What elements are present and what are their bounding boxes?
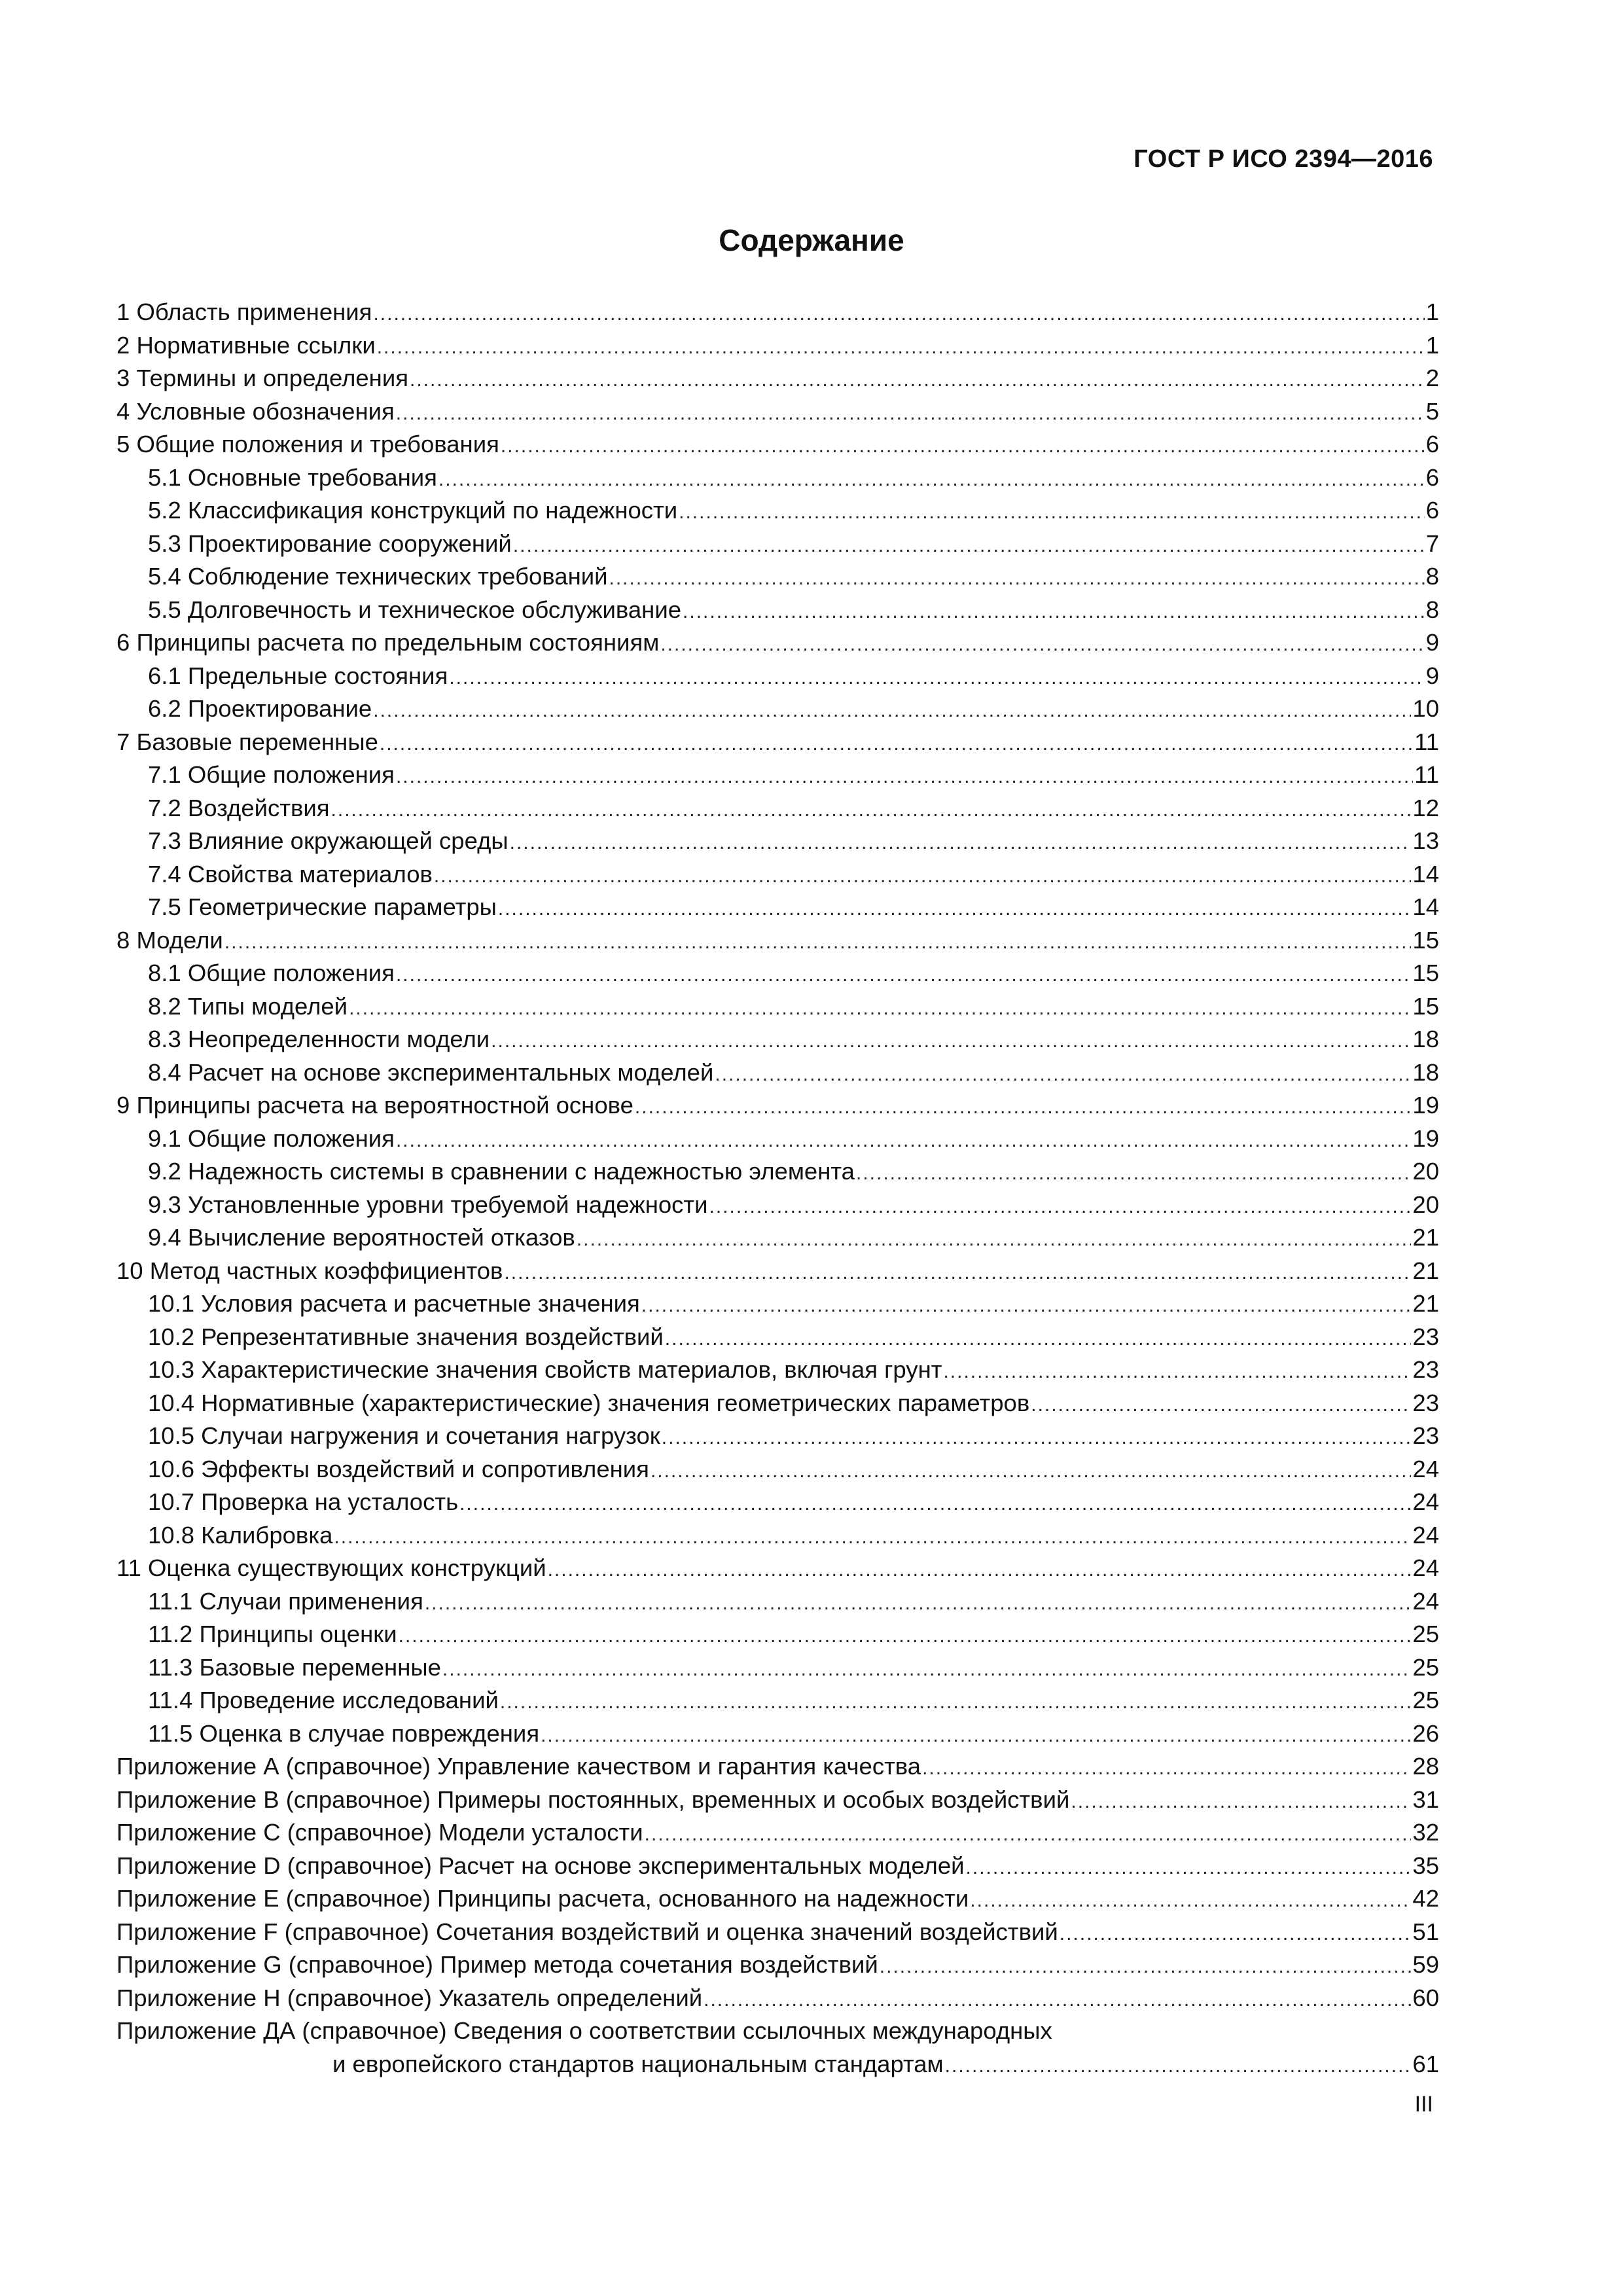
- toc-dot-leader: [501, 430, 1425, 463]
- toc-entry[interactable]: [116, 692, 1439, 726]
- toc-entry[interactable]: [116, 759, 1439, 792]
- toc-dot-leader: [396, 397, 1425, 431]
- toc-entry-page: 24: [1412, 1455, 1439, 1482]
- toc-dot-leader: [945, 2050, 1412, 2083]
- toc-dot-leader: [577, 1223, 1412, 1257]
- toc-dot-leader: [635, 1091, 1411, 1124]
- toc-entry[interactable]: [116, 957, 1439, 990]
- toc-entry-title: Приложение А (справочное) Управление качеством и гарантия качества: [116, 1753, 921, 1780]
- toc-entry[interactable]: [116, 1850, 1439, 1883]
- toc-dot-leader: [665, 1323, 1412, 1356]
- toc-entry[interactable]: [116, 990, 1439, 1024]
- toc-entry-page: 9: [1425, 662, 1439, 689]
- toc-entry-page: 25: [1412, 1687, 1439, 1713]
- toc-entry-title: 7.1 Общие положения: [148, 761, 395, 788]
- toc-entry-page: 18: [1412, 1026, 1439, 1052]
- toc-dot-leader: [922, 1752, 1411, 1785]
- toc-entry[interactable]: [116, 726, 1439, 759]
- toc-dot-leader: [548, 1554, 1412, 1587]
- toc-entry-title: Приложение Е (справочное) Принципы расчета, основанного на надежности: [116, 1885, 969, 1912]
- toc-entry-page: 10: [1412, 695, 1439, 722]
- toc-dot-leader: [331, 794, 1412, 827]
- toc-entry-title: 10.6 Эффекты воздействий и сопротивления: [148, 1455, 649, 1482]
- toc-dot-leader: [641, 1289, 1412, 1323]
- toc-dot-leader: [1071, 1785, 1411, 1819]
- toc-dot-leader: [660, 628, 1424, 662]
- toc-entry-page: 24: [1412, 1587, 1439, 1615]
- toc-entry[interactable]: [116, 858, 1439, 891]
- toc-entry[interactable]: [116, 329, 1439, 363]
- toc-entry[interactable]: [116, 1056, 1439, 1090]
- toc-entry[interactable]: [116, 1189, 1439, 1222]
- toc-entry[interactable]: [116, 296, 1439, 329]
- toc-entry[interactable]: [116, 1684, 1439, 1717]
- toc-entry-page: 23: [1412, 1422, 1439, 1449]
- toc-entry-title: Приложение ДА (справочное) Сведения о соответствии ссылочных международных: [116, 2017, 1052, 2044]
- toc-dot-leader: [609, 562, 1425, 596]
- toc-entry-page: 15: [1412, 960, 1439, 986]
- toc-entry-page: 21: [1412, 1224, 1439, 1251]
- toc-entry[interactable]: [116, 1618, 1439, 1651]
- toc-entry-title: 2 Нормативные ссылки: [116, 331, 376, 359]
- toc-dot-leader: [434, 860, 1412, 893]
- toc-dot-leader: [970, 1884, 1411, 1918]
- toc-dot-leader: [856, 1157, 1411, 1191]
- toc-entry-page: 23: [1412, 1356, 1439, 1383]
- toc-entry-page: 42: [1412, 1885, 1439, 1912]
- toc-dot-leader: [459, 1488, 1411, 1521]
- toc-dot-leader: [442, 1653, 1411, 1687]
- toc-entry-page: 35: [1412, 1852, 1439, 1879]
- toc-dot-leader: [498, 893, 1412, 926]
- toc-entry[interactable]: [116, 1717, 1439, 1751]
- toc-dot-leader: [377, 331, 1425, 365]
- toc-entry-title: 7.3 Влияние окружающей среды: [148, 827, 508, 854]
- toc-entry-title: 1 Область применения: [116, 298, 372, 325]
- toc-entry[interactable]: [116, 1255, 1439, 1288]
- toc-entry[interactable]: [116, 1287, 1439, 1321]
- toc-entry-title: Приложение Н (справочное) Указатель определений: [116, 1984, 703, 2011]
- toc-entry-title: 5.4 Соблюдение технических требований: [148, 563, 608, 590]
- toc-entry[interactable]: [116, 594, 1439, 627]
- toc-entry-page: 6: [1425, 431, 1439, 457]
- toc-entry[interactable]: [116, 1453, 1439, 1486]
- toc-entry-page: 6: [1425, 497, 1439, 524]
- toc-entry-title: Приложение F (справочное) Сочетания воздействий и оценка значений воздействий: [116, 1918, 1058, 1945]
- toc-entry-title: 5.2 Классификация конструкций по надежности: [148, 497, 678, 524]
- toc-dot-leader: [373, 694, 1411, 728]
- toc-dot-leader: [541, 1719, 1411, 1753]
- toc-dot-leader: [651, 1455, 1411, 1488]
- toc-entry[interactable]: [116, 1221, 1439, 1255]
- toc-entry-title: 5.1 Основные требования: [148, 463, 437, 491]
- toc-entry-title: 5 Общие положения и требования: [116, 431, 499, 457]
- toc-entry-title: 10.8 Калибровка: [148, 1521, 333, 1549]
- toc-entry[interactable]: [116, 1486, 1439, 1519]
- toc-entry-title: 11 Оценка существующих конструкций: [116, 1554, 546, 1581]
- toc-entry[interactable]: [116, 924, 1439, 958]
- toc-dot-leader: [425, 1587, 1412, 1621]
- toc-entry-page: 61: [1412, 2050, 1439, 2077]
- toc-entry-title: Приложение G (справочное) Пример метода сочетания воздействий: [116, 1951, 878, 1978]
- toc-entry[interactable]: [116, 1916, 1439, 1949]
- toc-entry-title: Приложение С (справочное) Модели усталости: [116, 1819, 643, 1846]
- toc-dot-leader: [709, 1191, 1412, 1224]
- toc-entry-page: 32: [1412, 1819, 1439, 1846]
- toc-entry-page: 60: [1412, 1984, 1439, 2011]
- toc-entry-page: 31: [1412, 1785, 1439, 1813]
- toc-entry-page: 23: [1412, 1389, 1439, 1416]
- toc-entry-annex-da-line2[interactable]: [116, 2048, 1439, 2081]
- toc-entry-page: 1: [1425, 331, 1439, 359]
- toc-entry-page: 18: [1412, 1058, 1439, 1086]
- toc-entry-title: 10.4 Нормативные (характеристические) значения геометрических параметров: [148, 1389, 1030, 1416]
- toc-entry-title: 11.3 Базовые переменные: [148, 1653, 441, 1681]
- toc-entry-page: 11: [1414, 728, 1439, 755]
- toc-entry-title: 10.2 Репрезентативные значения воздействий: [148, 1323, 664, 1350]
- toc-entry-page: 12: [1412, 794, 1439, 821]
- toc-entry-page: 14: [1412, 893, 1439, 920]
- toc-entry-title: 8.4 Расчет на основе экспериментальных моделей: [148, 1058, 714, 1086]
- toc-entry-title: 9.2 Надежность системы в сравнении с надежностью элемента: [148, 1158, 855, 1185]
- toc-entry[interactable]: [116, 1420, 1439, 1453]
- toc-dot-leader: [334, 1521, 1411, 1554]
- toc-dot-leader: [410, 364, 1425, 397]
- toc-entry-title: 9.4 Вычисление вероятностей отказов: [148, 1224, 575, 1251]
- toc-entry[interactable]: [116, 825, 1439, 858]
- toc-entry-title: Приложение В (справочное) Примеры постоянных, временных и особых воздействий: [116, 1785, 1070, 1813]
- toc-entry-title: 10.1 Условия расчета и расчетные значения: [148, 1290, 640, 1317]
- toc-entry-page: 28: [1412, 1753, 1439, 1780]
- toc-dot-leader: [966, 1852, 1412, 1885]
- toc-entry-title: 11.4 Проведение исследований: [148, 1687, 499, 1713]
- toc-entry-page: 59: [1412, 1951, 1439, 1978]
- toc-entry-title: Приложение D (справочное) Расчет на основе экспериментальных моделей: [116, 1852, 965, 1879]
- toc-entry-title: 9.1 Общие положения: [148, 1124, 395, 1152]
- toc-entry[interactable]: [116, 1882, 1439, 1916]
- toc-dot-leader: [396, 761, 1413, 794]
- toc-dot-leader: [500, 1686, 1412, 1719]
- document-code: ГОСТ Р ИСО 2394—2016: [1133, 145, 1433, 173]
- toc-entry-page: 8: [1425, 563, 1439, 590]
- toc-entry-title: 7.2 Воздействия: [148, 794, 330, 821]
- toc-entry-page: 21: [1412, 1257, 1439, 1284]
- toc-entry[interactable]: [116, 528, 1439, 561]
- toc-dot-leader: [704, 1984, 1411, 2017]
- toc-dot-leader: [510, 827, 1412, 860]
- toc-entry-page: 24: [1412, 1521, 1439, 1549]
- toc-entry[interactable]: [116, 891, 1439, 924]
- toc-entry[interactable]: [116, 1519, 1439, 1552]
- toc-entry[interactable]: [116, 1784, 1439, 1817]
- toc-entry-title: 3 Термины и определения: [116, 365, 408, 391]
- toc-entry-title: 11.2 Принципы оценки: [148, 1621, 397, 1647]
- toc-entry-page: 11: [1414, 761, 1439, 788]
- toc-entry-page: 19: [1412, 1124, 1439, 1152]
- toc-dot-leader: [399, 1620, 1412, 1653]
- toc-dot-leader: [943, 1355, 1411, 1389]
- toc-dot-leader: [513, 529, 1425, 563]
- toc-entry-page: 2: [1425, 365, 1439, 391]
- toc-entry-page: 1: [1425, 298, 1439, 325]
- toc-dot-leader: [349, 992, 1411, 1026]
- toc-entry-title: 7.5 Геометрические параметры: [148, 893, 497, 920]
- toc-dot-leader: [224, 926, 1412, 960]
- toc-entry[interactable]: [116, 395, 1439, 429]
- toc-entry-title: 8 Модели: [116, 926, 223, 954]
- toc-dot-leader: [396, 959, 1411, 992]
- toc-entry-title: 8.2 Типы моделей: [148, 992, 348, 1020]
- toc-entry-page: 8: [1425, 596, 1439, 623]
- toc-heading: Содержание: [719, 223, 904, 257]
- toc-entry-page: 25: [1412, 1653, 1439, 1681]
- toc-entry[interactable]: [116, 1552, 1439, 1585]
- toc-dot-leader: [1031, 1389, 1411, 1422]
- toc-entry[interactable]: [116, 1585, 1439, 1619]
- toc-entry[interactable]: [116, 362, 1439, 395]
- toc-dot-leader: [715, 1058, 1411, 1092]
- toc-entry-title: 8.3 Неопределенности модели: [148, 1026, 490, 1052]
- toc-dot-leader: [662, 1422, 1412, 1455]
- toc-entry-page: 20: [1412, 1158, 1439, 1185]
- toc-entry[interactable]: [116, 428, 1439, 461]
- toc-entry-page: 6: [1425, 463, 1439, 491]
- toc-entry-title: 9 Принципы расчета на вероятностной основе: [116, 1092, 633, 1119]
- toc-entry-page: 21: [1412, 1290, 1439, 1317]
- toc-dot-leader: [396, 1124, 1411, 1158]
- toc-dot-leader: [683, 596, 1425, 629]
- toc-entry-title: 11.5 Оценка в случае повреждения: [148, 1719, 540, 1747]
- toc-entry[interactable]: [116, 660, 1439, 693]
- toc-entry[interactable]: [116, 792, 1439, 825]
- toc-entry-title: 8.1 Общие положения: [148, 960, 395, 986]
- toc-entry-page: 14: [1412, 860, 1439, 888]
- toc-entry-page: 15: [1412, 926, 1439, 954]
- toc-entry-page: 25: [1412, 1621, 1439, 1647]
- toc-entry-page: 24: [1412, 1554, 1439, 1581]
- toc-entry-title: 11.1 Случаи применения: [148, 1587, 423, 1615]
- toc-entry-title: 10.5 Случаи нагружения и сочетания нагрузок: [148, 1422, 660, 1449]
- toc-dot-leader: [679, 496, 1425, 529]
- toc-entry[interactable]: [116, 1651, 1439, 1685]
- toc-entry-page: 23: [1412, 1323, 1439, 1350]
- toc-entry-annex-da-line1[interactable]: [116, 2015, 1439, 2048]
- toc-entry[interactable]: [116, 1089, 1439, 1122]
- toc-dot-leader: [1060, 1918, 1412, 1951]
- toc-entry[interactable]: [116, 1387, 1439, 1420]
- toc-entry-page: 9: [1425, 629, 1439, 656]
- toc-entry-title: 9.3 Установленные уровни требуемой надежности: [148, 1191, 708, 1218]
- toc-entry-page: 5: [1425, 397, 1439, 425]
- toc-entry-page: 24: [1412, 1488, 1439, 1515]
- toc-entry[interactable]: [116, 1948, 1439, 1982]
- toc-entry-page: 20: [1412, 1191, 1439, 1218]
- page-number: III: [1414, 2092, 1433, 2117]
- toc-entry[interactable]: [116, 1155, 1439, 1189]
- toc-entry[interactable]: [116, 1354, 1439, 1387]
- toc-entry[interactable]: [116, 494, 1439, 528]
- toc-entry-page: 15: [1412, 992, 1439, 1020]
- toc-entry[interactable]: [116, 626, 1439, 660]
- toc-entry-page: 7: [1425, 529, 1439, 557]
- toc-entry-title: и европейского стандартов национальным стандартам: [332, 2050, 944, 2077]
- toc-entry-title: 7 Базовые переменные: [116, 728, 378, 755]
- toc-entry-title: 6.1 Предельные состояния: [148, 662, 448, 689]
- toc-entry[interactable]: [116, 1122, 1439, 1156]
- table-of-contents: [116, 296, 1439, 2081]
- toc-entry-title: 10.3 Характеристические значения свойств материалов, включая грунт: [148, 1356, 942, 1383]
- toc-entry-page: 51: [1412, 1918, 1439, 1945]
- toc-entry-title: 10 Метод частных коэффициентов: [116, 1257, 503, 1284]
- toc-entry-page: 13: [1412, 827, 1439, 854]
- toc-entry-title: 6.2 Проектирование: [148, 695, 372, 722]
- toc-entry-title: 10.7 Проверка на усталость: [148, 1488, 459, 1515]
- toc-dot-leader: [449, 662, 1424, 695]
- toc-entry[interactable]: [116, 560, 1439, 594]
- toc-dot-leader: [438, 463, 1425, 497]
- toc-entry[interactable]: [116, 1982, 1439, 2015]
- toc-entry-page: 26: [1412, 1719, 1439, 1747]
- toc-entry-title: 5.3 Проектирование сооружений: [148, 529, 512, 557]
- toc-entry-title: 7.4 Свойства материалов: [148, 860, 433, 888]
- toc-dot-leader: [373, 298, 1424, 331]
- toc-dot-leader: [380, 728, 1413, 761]
- toc-dot-leader: [645, 1818, 1412, 1852]
- toc-dot-leader: [491, 1025, 1411, 1058]
- toc-dot-leader: [504, 1257, 1411, 1290]
- toc-dot-leader: [880, 1950, 1412, 1984]
- toc-entry[interactable]: [116, 1750, 1439, 1784]
- toc-entry[interactable]: [116, 1023, 1439, 1056]
- toc-entry[interactable]: [116, 1816, 1439, 1850]
- toc-entry[interactable]: [116, 461, 1439, 495]
- toc-entry[interactable]: [116, 1321, 1439, 1354]
- toc-entry-page: 19: [1412, 1092, 1439, 1119]
- toc-entry-title: 5.5 Долговечность и техническое обслуживание: [148, 596, 682, 623]
- toc-entry-title: 6 Принципы расчета по предельным состояниям: [116, 629, 660, 656]
- toc-entry-title: 4 Условные обозначения: [116, 397, 395, 425]
